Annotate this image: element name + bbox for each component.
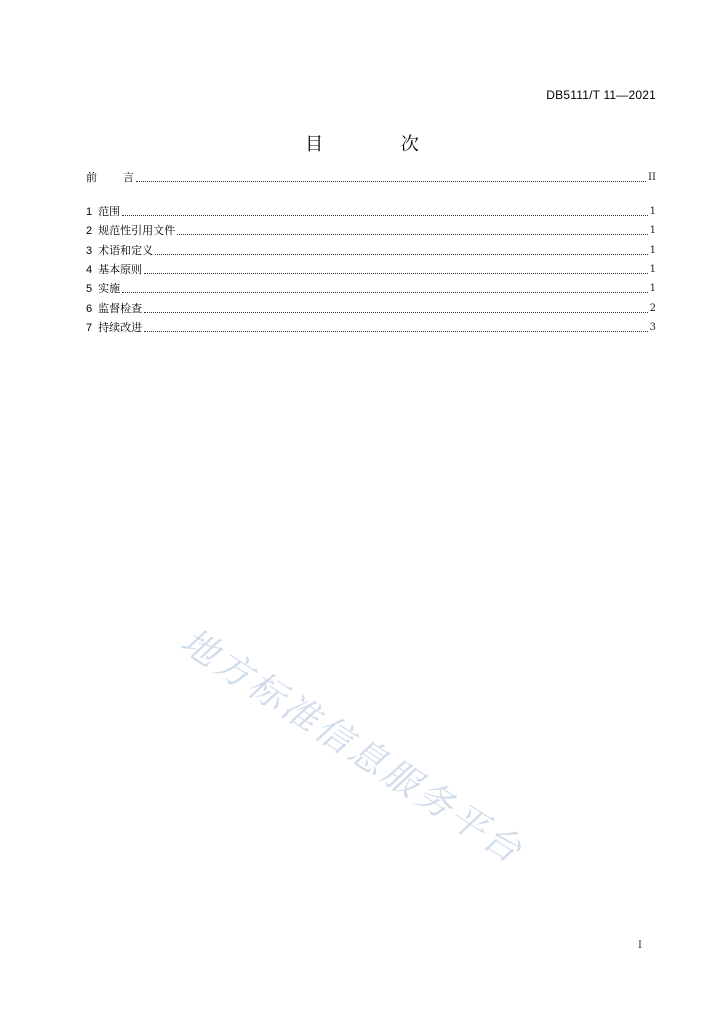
toc-entry-number: 2 [86,225,93,238]
toc-entry-label: 范围 [98,204,121,218]
toc-leader [122,291,648,293]
toc-entry-number: 5 [86,283,93,296]
toc-entry-supervision-inspection[interactable] [86,296,656,315]
toc-entry-label: 实施 [98,282,121,296]
toc-entry-label: 监督检查 [98,301,143,315]
watermark: 地方标准信息服务平台 [173,620,532,874]
toc-entry-number: 7 [86,322,93,335]
toc-entry-page: 1 [649,205,656,217]
toc-entry-label: 规范性引用文件 [98,224,176,238]
toc-entry-number: 6 [86,302,93,315]
toc-entry-label: 持续改进 [98,321,143,335]
toc-entry-label: 前言 [86,171,134,185]
toc-leader [155,253,648,255]
toc-entry-basic-principles[interactable] [86,258,656,277]
toc-entry-page: 1 [649,263,656,275]
toc-entry-number: 1 [86,205,93,218]
toc-entry-continuous-improvement[interactable] [86,316,656,335]
toc-entry-terms-definitions[interactable] [86,238,656,257]
toc-entry-number: 3 [86,244,93,257]
toc-entry-number: 4 [86,263,93,276]
toc-entry-page: 1 [649,225,656,237]
toc-title: 目 次 [305,134,455,155]
toc-entry-implementation[interactable] [86,277,656,296]
toc-entry-label: 基本原则 [98,262,143,276]
toc-entry-page: 1 [649,244,656,256]
toc-leader [122,214,648,216]
toc-entry-label: 术语和定义 [98,243,154,257]
toc-entry-scope[interactable] [86,199,656,218]
toc-entry-foreword[interactable] [86,166,656,185]
toc-leader [144,272,648,274]
table-of-contents [86,166,656,335]
toc-leader [144,330,648,332]
document-code: DB5111/T 11—2021 [546,88,656,102]
page-number: I [638,940,642,951]
toc-entry-page: 3 [649,322,656,334]
toc-entry-normative-references[interactable] [86,219,656,238]
toc-entry-page: 1 [649,283,656,295]
toc-entry-page: 2 [649,302,656,314]
toc-leader [177,233,648,235]
toc-leader [144,311,648,313]
toc-entry-page: II [648,172,656,184]
toc-leader [136,180,646,182]
